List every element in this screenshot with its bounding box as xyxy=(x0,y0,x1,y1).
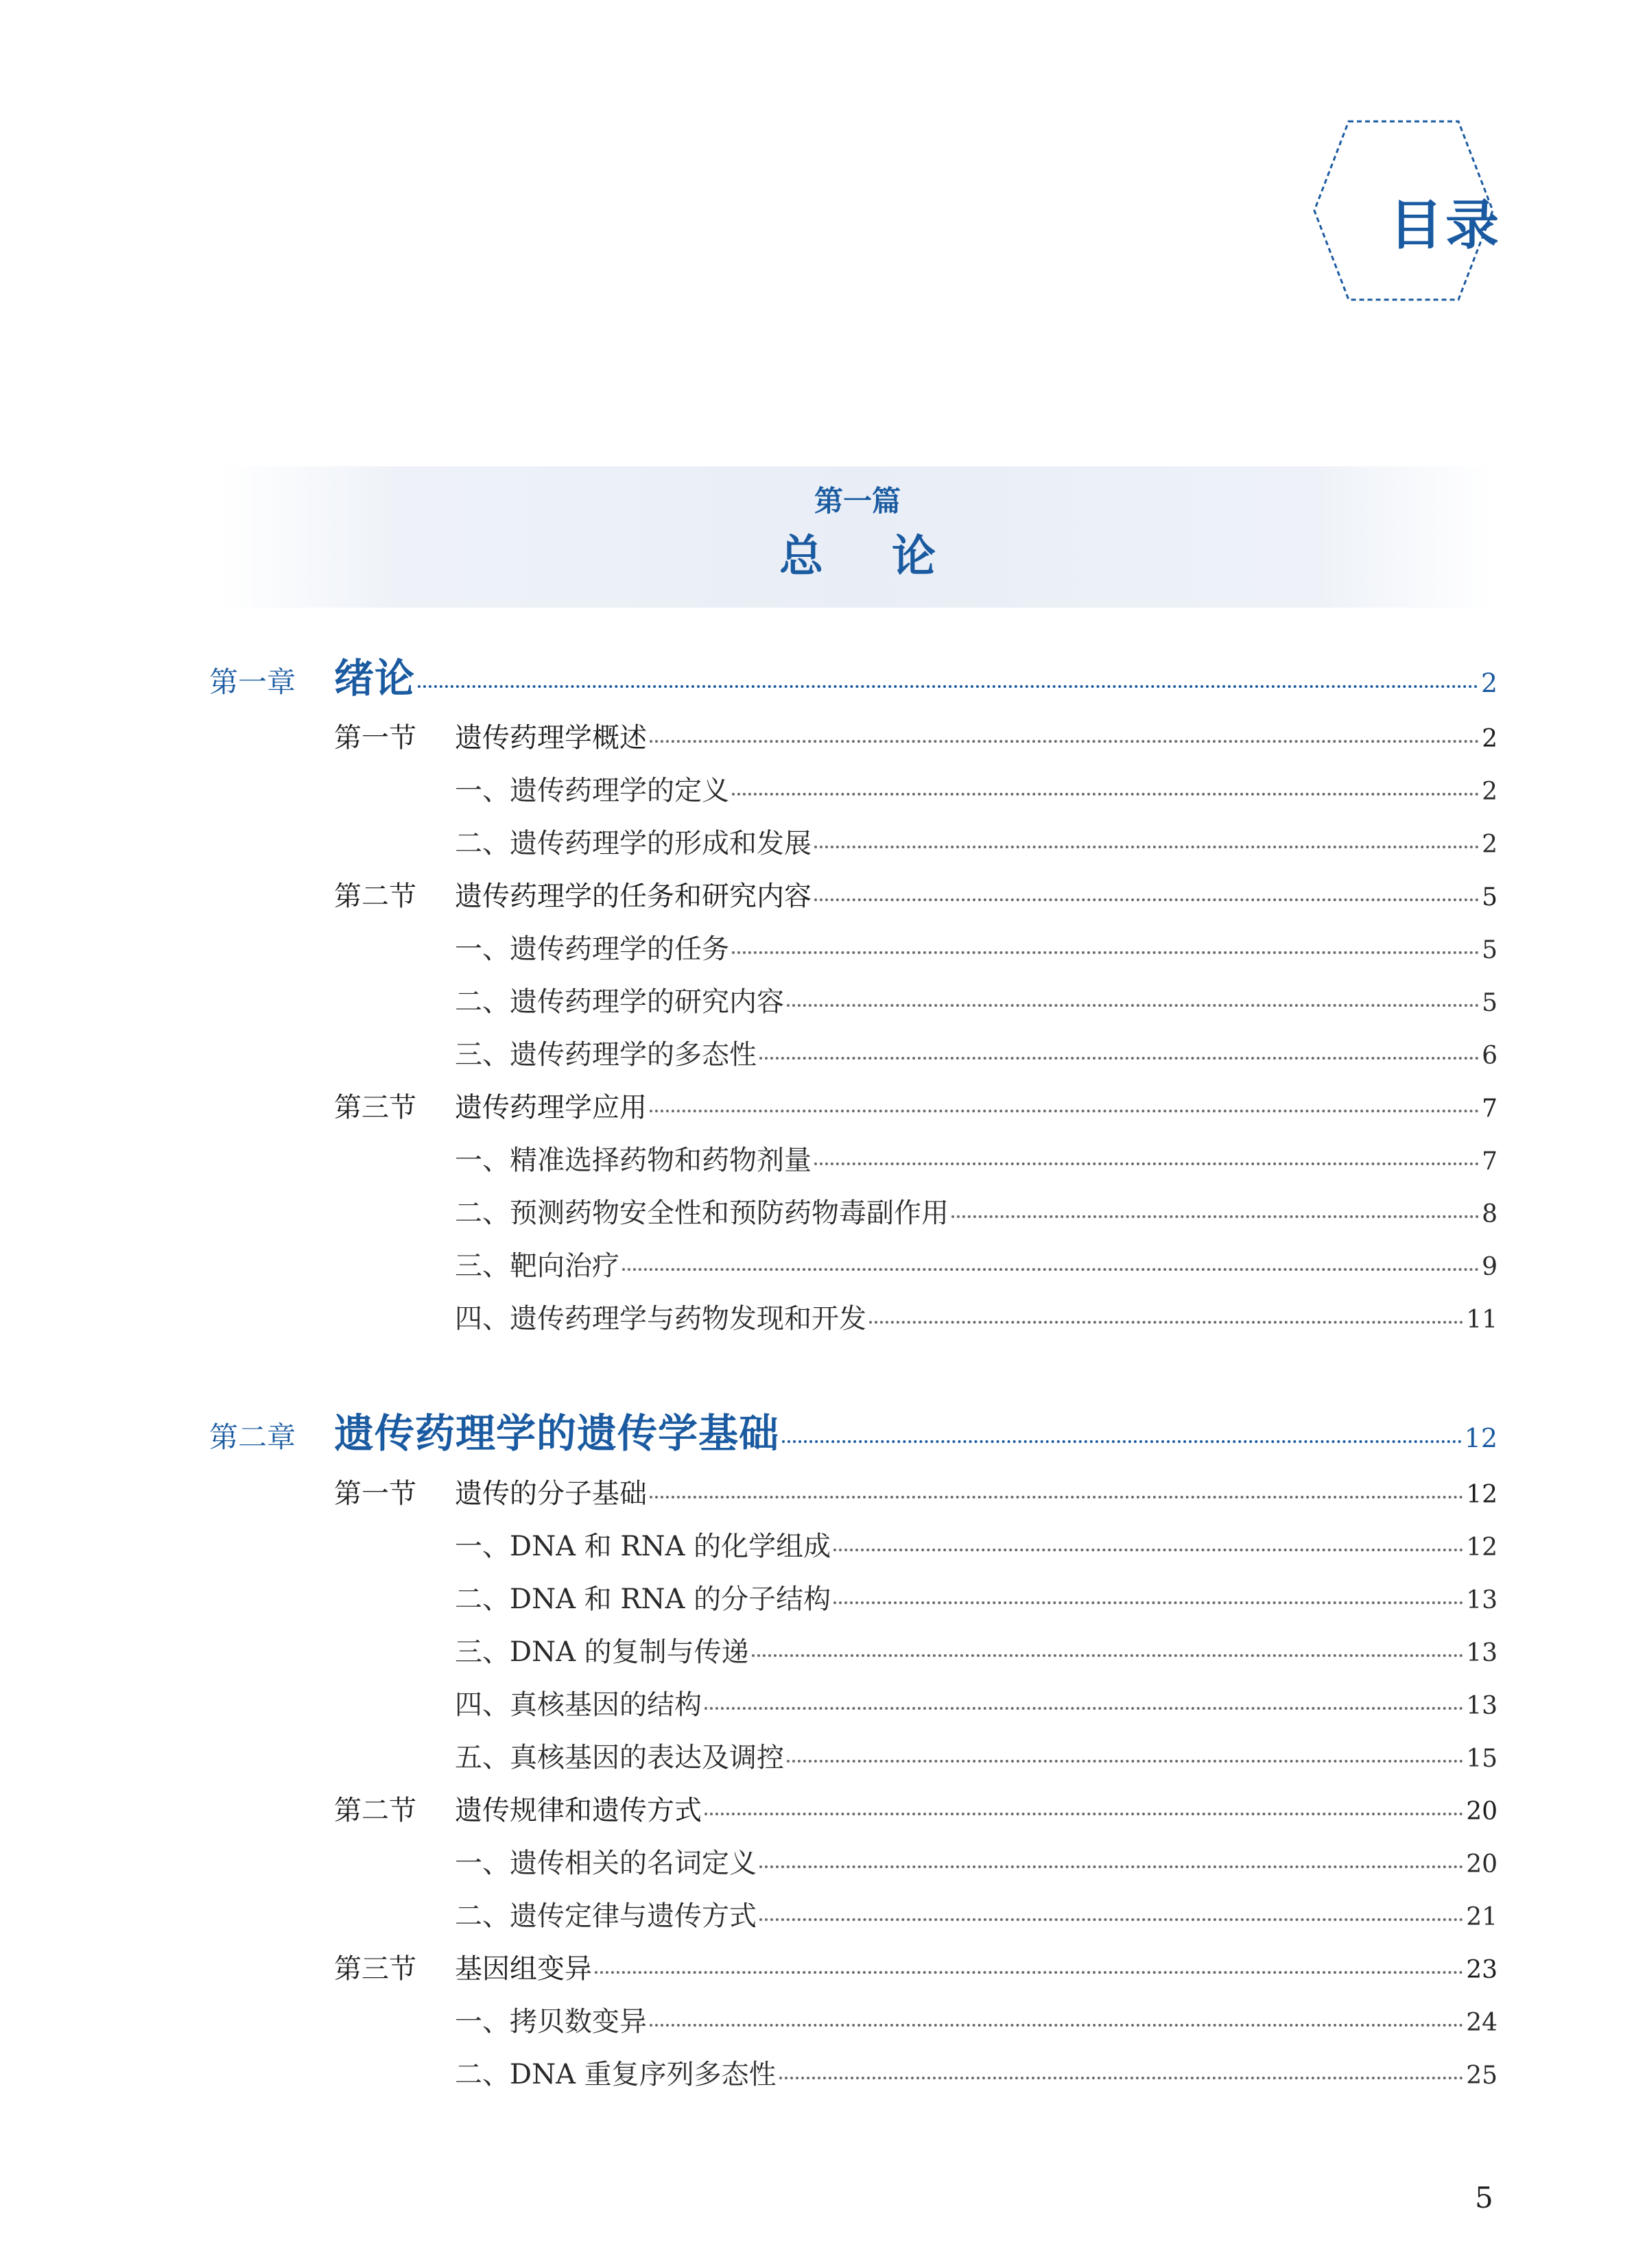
toc-item[interactable] xyxy=(455,1033,1498,1072)
leader-dots xyxy=(833,1549,1463,1551)
leader-dots xyxy=(759,1918,1463,1921)
toc-item[interactable] xyxy=(455,1191,1498,1230)
item-page: 13 xyxy=(1466,1692,1498,1720)
leader-dots xyxy=(759,1865,1463,1868)
item-title: 一、拷贝数变异 xyxy=(455,2006,647,2038)
section-title: 遗传药理学的任务和研究内容 xyxy=(455,881,812,912)
item-title: 一、遗传相关的名词定义 xyxy=(455,1848,757,1879)
item-page: 2 xyxy=(1482,778,1498,806)
part-banner xyxy=(220,466,1495,608)
leader-dots xyxy=(951,1215,1479,1218)
leader-dots xyxy=(782,1440,1462,1443)
leader-dots xyxy=(418,685,1478,688)
leader-dots xyxy=(622,1268,1479,1271)
item-page: 6 xyxy=(1482,1042,1498,1070)
toc-section[interactable] xyxy=(334,716,1498,755)
toc-item[interactable] xyxy=(455,769,1498,808)
leader-dots xyxy=(814,898,1479,901)
toc-heading: 目录 xyxy=(1389,195,1502,256)
item-page: 13 xyxy=(1466,1639,1498,1667)
toc-item[interactable] xyxy=(455,1138,1498,1178)
item-title: 四、真核基因的结构 xyxy=(455,1689,702,1721)
section-page: 2 xyxy=(1482,725,1498,753)
item-page: 24 xyxy=(1466,2009,1498,2037)
chapter-title: 绪论 xyxy=(334,655,416,702)
section-label: 第一节 xyxy=(334,722,416,754)
leader-dots xyxy=(814,846,1479,848)
toc-item[interactable] xyxy=(455,1577,1498,1616)
item-title: 三、DNA 的复制与传递 xyxy=(455,1636,749,1668)
part-label: 第一篇 xyxy=(814,484,901,518)
leader-dots xyxy=(732,793,1479,796)
item-page: 7 xyxy=(1482,1147,1498,1175)
item-page: 25 xyxy=(1466,2062,1498,2090)
toc-section[interactable] xyxy=(334,1472,1498,1511)
chapter-page: 2 xyxy=(1480,668,1498,698)
leader-dots xyxy=(595,1971,1463,1974)
toc-item[interactable] xyxy=(455,927,1498,966)
item-page: 11 xyxy=(1466,1306,1498,1334)
item-page: 13 xyxy=(1466,1586,1498,1614)
leader-dots xyxy=(787,1760,1463,1763)
toc-item[interactable] xyxy=(455,822,1498,861)
leader-dots xyxy=(752,1654,1464,1657)
section-page: 23 xyxy=(1466,1956,1498,1984)
item-page: 21 xyxy=(1466,1903,1498,1931)
toc-item[interactable] xyxy=(455,1297,1498,1336)
item-page: 5 xyxy=(1482,989,1498,1017)
toc-item[interactable] xyxy=(455,1525,1498,1564)
item-page: 8 xyxy=(1482,1200,1498,1228)
leader-dots xyxy=(814,1162,1479,1165)
leader-dots xyxy=(705,1707,1463,1710)
chapter-page: 12 xyxy=(1464,1423,1498,1453)
item-page: 12 xyxy=(1466,1533,1498,1562)
item-page: 5 xyxy=(1482,936,1498,964)
section-page: 12 xyxy=(1466,1481,1498,1509)
toc-item[interactable] xyxy=(455,1841,1498,1881)
chapter-label: 第一章 xyxy=(209,665,296,699)
toc-item[interactable] xyxy=(455,1894,1498,1933)
item-title: 二、DNA 和 RNA 的分子结构 xyxy=(455,1584,831,1615)
toc-item[interactable] xyxy=(455,2053,1498,2092)
leader-dots xyxy=(705,1813,1463,1815)
item-title: 二、DNA 重复序列多态性 xyxy=(455,2059,777,2090)
item-title: 一、遗传药理学的任务 xyxy=(455,933,729,965)
section-label: 第三节 xyxy=(334,1953,416,1985)
leader-dots xyxy=(732,951,1479,954)
item-title: 四、遗传药理学与药物发现和开发 xyxy=(455,1303,866,1335)
section-page: 20 xyxy=(1466,1798,1498,1826)
toc-item[interactable] xyxy=(455,1736,1498,1775)
item-page: 9 xyxy=(1482,1253,1498,1281)
toc-section[interactable] xyxy=(334,1789,1498,1828)
item-page: 2 xyxy=(1482,831,1498,859)
item-title: 二、预测药物安全性和预防药物毒副作用 xyxy=(455,1197,949,1229)
item-title: 五、真核基因的表达及调控 xyxy=(455,1742,784,1774)
section-label: 第二节 xyxy=(334,1795,416,1826)
chapter-title: 遗传药理学的遗传学基础 xyxy=(334,1410,780,1457)
section-title: 遗传规律和遗传方式 xyxy=(455,1795,702,1826)
section-label: 第二节 xyxy=(334,881,416,912)
leader-dots xyxy=(650,1110,1479,1112)
part-title: 总论 xyxy=(779,532,1004,582)
section-title: 遗传药理学概述 xyxy=(455,722,647,754)
toc-item[interactable] xyxy=(455,1683,1498,1722)
chapter-label: 第二章 xyxy=(209,1420,296,1454)
item-page: 20 xyxy=(1466,1850,1498,1878)
item-title: 三、遗传药理学的多态性 xyxy=(455,1039,757,1071)
toc-item[interactable] xyxy=(455,2000,1498,2039)
section-label: 第一节 xyxy=(334,1478,416,1509)
toc-section[interactable] xyxy=(334,874,1498,914)
leader-dots xyxy=(787,1004,1479,1007)
item-title: 三、靶向治疗 xyxy=(455,1250,619,1282)
leader-dots xyxy=(869,1321,1463,1324)
toc-item[interactable] xyxy=(455,980,1498,1019)
toc-chapter-2[interactable] xyxy=(209,1401,1498,1459)
item-title: 一、DNA 和 RNA 的化学组成 xyxy=(455,1531,831,1562)
leader-dots xyxy=(833,1601,1463,1604)
item-page: 15 xyxy=(1466,1745,1498,1773)
leader-dots xyxy=(779,2077,1464,2079)
toc-item[interactable] xyxy=(455,1630,1498,1669)
leader-dots xyxy=(650,740,1479,743)
toc-item[interactable] xyxy=(455,1244,1498,1283)
section-label: 第三节 xyxy=(334,1092,416,1123)
section-title: 遗传药理学应用 xyxy=(455,1092,647,1123)
page-number: 5 xyxy=(1475,2181,1493,2215)
section-page: 5 xyxy=(1482,883,1498,911)
toc-section[interactable] xyxy=(334,1947,1498,1986)
section-page: 7 xyxy=(1482,1095,1498,1123)
item-title: 一、精准选择药物和药物剂量 xyxy=(455,1145,812,1176)
leader-dots xyxy=(650,1496,1463,1499)
leader-dots xyxy=(650,2024,1463,2027)
toc-section[interactable] xyxy=(334,1086,1498,1125)
item-title: 二、遗传药理学的研究内容 xyxy=(455,986,784,1018)
item-title: 二、遗传药理学的形成和发展 xyxy=(455,828,812,859)
leader-dots xyxy=(759,1057,1479,1060)
toc-chapter-1[interactable] xyxy=(209,646,1498,704)
section-title: 遗传的分子基础 xyxy=(455,1478,647,1509)
section-title: 基因组变异 xyxy=(455,1953,592,1985)
item-title: 一、遗传药理学的定义 xyxy=(455,775,729,807)
item-title: 二、遗传定律与遗传方式 xyxy=(455,1900,757,1932)
